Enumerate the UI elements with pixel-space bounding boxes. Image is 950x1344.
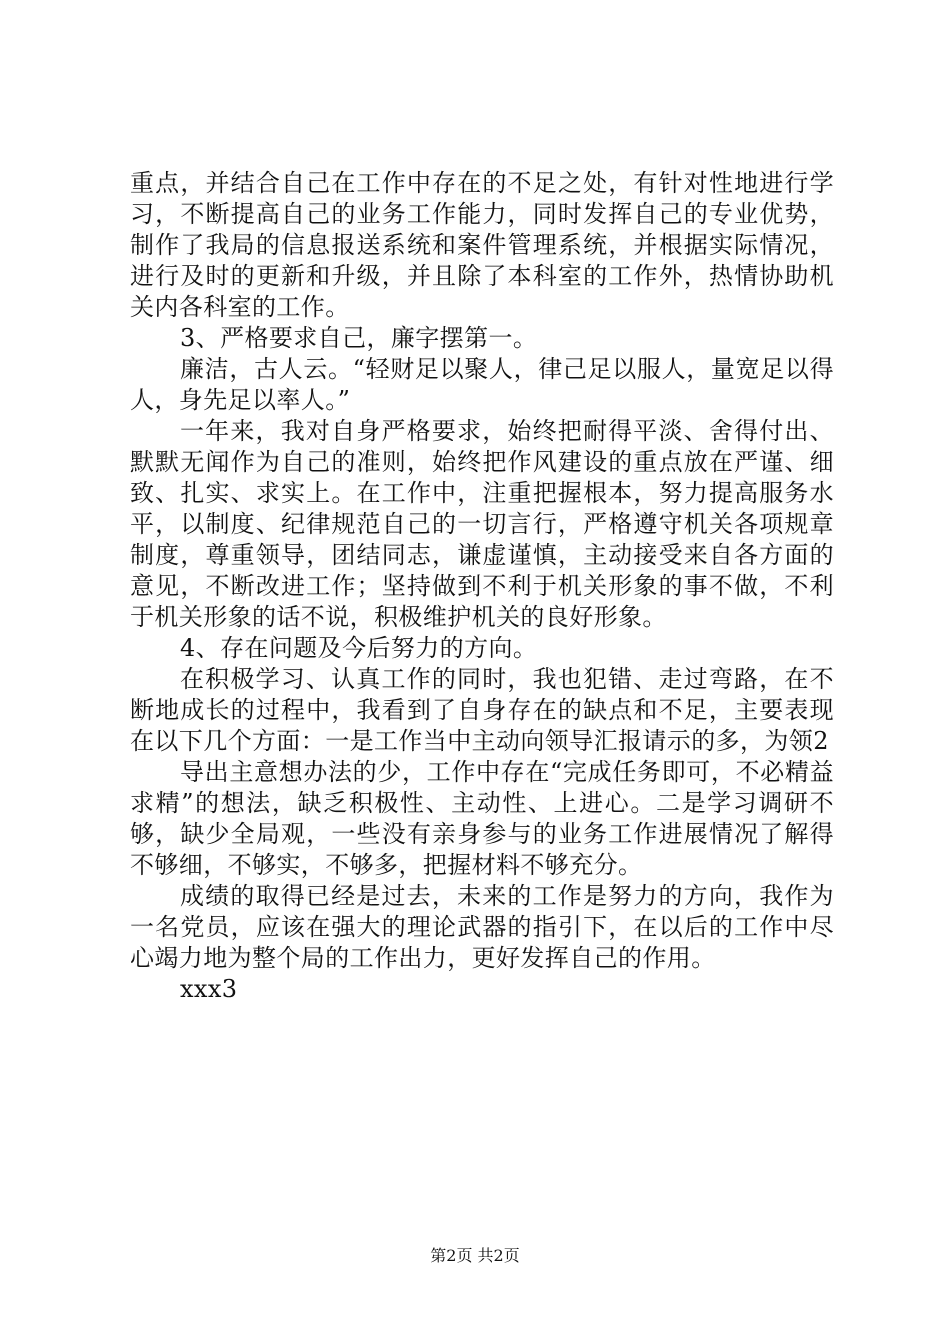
paragraph-problems: 在积极学习、认真工作的同时，我也犯错、走过弯路，在不断地成长的过程中，我看到了自身存在的缺点和不足，主要表现在以下几个方面：一是工作当中主动向领导汇报请示的多，为领2	[130, 665, 834, 755]
page-footer: 第2页 共2页	[430, 1246, 520, 1265]
paragraph-conclusion: 成绩的取得已经是过去，未来的工作是努力的方向，我作为一名党员，应该在强大的理论武器的指引下，在以后的工作中尽心竭力地为整个局的工作出力，更好发挥自己的作用。	[130, 882, 834, 972]
signature-text: xxx3	[180, 975, 238, 1003]
section-heading-3: 3、严格要求自己，廉字摆第一。	[180, 324, 538, 352]
paragraph-conduct: 一年来，我对自身严格要求，始终把耐得平淡、舍得付出、默默无闻作为自己的准则，始终把作风建设的重点放在严谨、细致、扎实、求实上。在工作中，注重把握根本，努力提高服务水平，以制度、纪律规范自己的一切言行，严格遵守机关各项规章制度，尊重领导，团结同志，谦虚谨慎，主动接受来自各方面的意见，不断改进工作；坚持做到不利于机关形象的事不做，不利于机关形象的话不说，积极维护机关的良好形象。	[130, 417, 834, 631]
section-heading-4: 4、存在问题及今后努力的方向。	[180, 634, 538, 662]
paragraph-problems-continued: 导出主意想办法的少，工作中存在“完成任务即可，不必精益求精”的想法，缺乏积极性、主动性、上进心。二是学习调研不够，缺少全局观，一些没有亲身参与的业务工作进展情况了解得不够细，不够实，不够多，把握材料不够充分。	[130, 758, 834, 879]
paragraph-quote: 廉洁，古人云。“轻财足以聚人，律己足以服人，量宽足以得人，身先足以率人。”	[130, 355, 834, 414]
document-body	[130, 168, 834, 1005]
paragraph-continuation: 重点，并结合自己在工作中存在的不足之处，有针对性地进行学习，不断提高自己的业务工作能力，同时发挥自己的专业优势，制作了我局的信息报送系统和案件管理系统，并根据实际情况，进行及时的更新和升级，并且除了本科室的工作外，热情协助机关内各科室的工作。	[130, 169, 834, 321]
